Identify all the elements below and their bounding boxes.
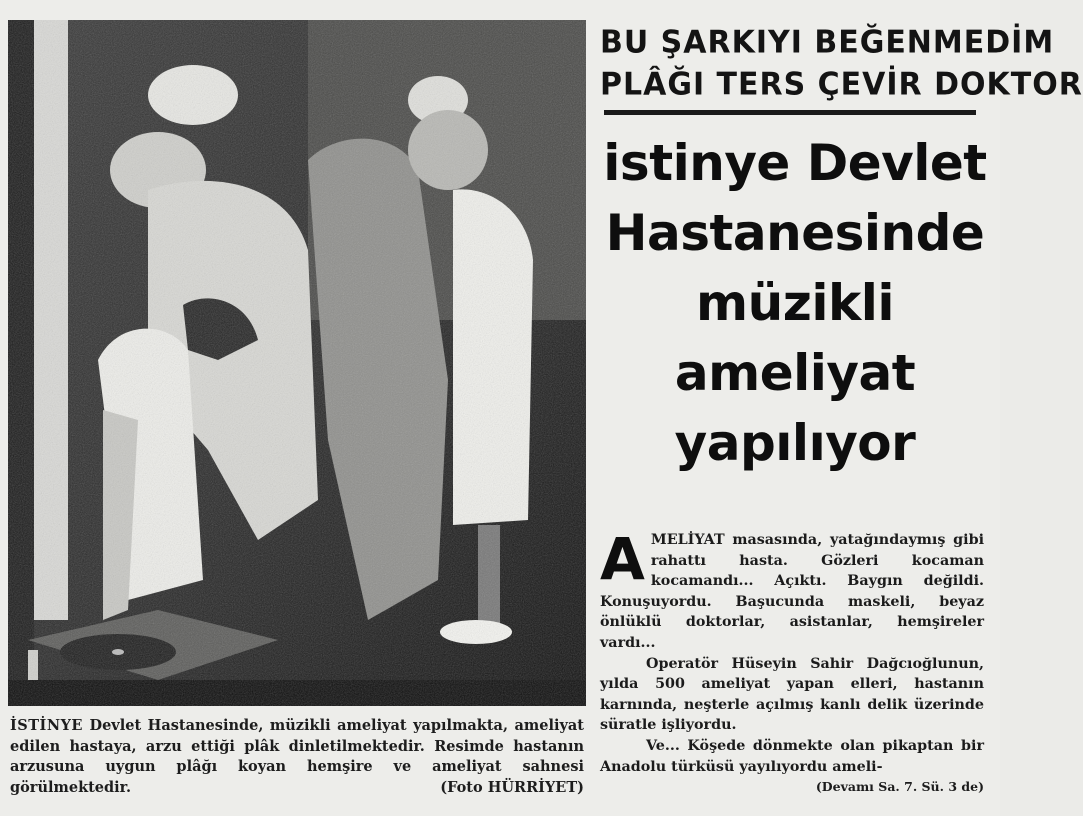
drop-cap: A: [600, 525, 645, 593]
headline-rule: [604, 110, 976, 115]
article-body: [600, 525, 984, 798]
paragraph-1-text: MELİYAT masasında, yatağındaymış gibi rahattı hasta. Gözleri kocaman kocamandı... Açıktı. Baygın değildi. Konuşuyordu. Başucunda maskeli, beyaz önlüklü doktorlar, asistanlar, hemşireler vardı...: [600, 532, 984, 651]
continued-note: (Devamı Sa. 7. Sü. 3 de): [815, 779, 984, 795]
headline-line-4: ameliyat: [674, 344, 916, 402]
article-paragraph-1: [600, 525, 984, 654]
caption-lead: İSTİNYE: [10, 717, 83, 734]
headline-line-1: istinye Devlet: [603, 134, 987, 192]
headline-line-3: müzikli: [696, 274, 894, 332]
photo-caption: [10, 716, 584, 798]
photo-credit: (Foto HÜRRİYET): [440, 778, 584, 796]
operating-room-photo: [8, 20, 586, 706]
headline-line-2: Hastanesinde: [605, 204, 985, 262]
headline-line-5: yapılıyor: [674, 414, 916, 472]
article-paragraph-2: Operatör Hüseyin Sahir Dağcıoğlunun, yılda 500 ameliyat yapan elleri, hastanın karnında, neşterle açılmış kanlı delik üzerinde süratle işliyordu.: [600, 655, 984, 734]
kicker-headline: [600, 22, 1083, 106]
article-paragraph-3: Ve... Köşede dönmekte olan pikaptan bir Anadolu türküsü yayılıyordu ameli-: [600, 737, 984, 775]
kicker-line-2: PLÂĞI TERS ÇEVİR DOKTOR: [600, 66, 1083, 103]
main-headline: [600, 128, 990, 478]
kicker-line-1: BU ŞARKIYI BEĞENMEDİM: [600, 24, 1055, 61]
photo-illustration: [8, 20, 586, 706]
caption-text: Devlet Hastanesinde, müzikli ameliyat yapılmakta, ameliyat edilen hastaya, arzu ettiği plâk dinletilmektedir. Resimde hastanın arzusuna uygun plâğı koyan hemşire ve ameliyat sahnesi görülmektedir.: [10, 717, 584, 796]
